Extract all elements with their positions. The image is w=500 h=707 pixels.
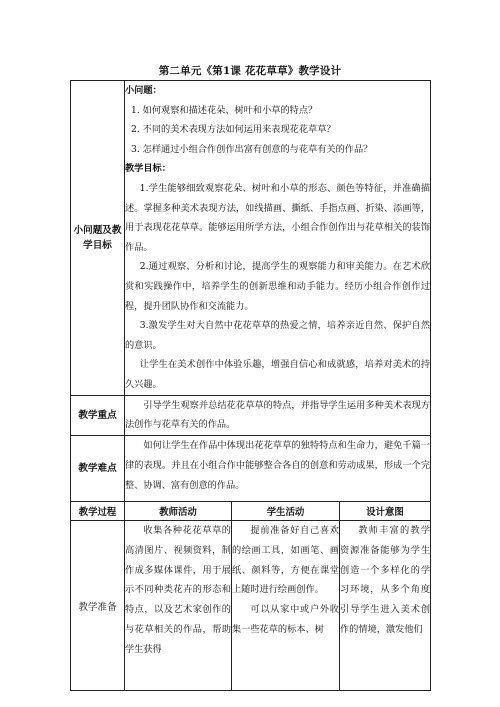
questions-goals-row xyxy=(71,81,431,396)
key-point-text: 引导学生观察并总结花花草草的特点，并指导学生运用多种美术表现方法创作与花草有关的作品。 xyxy=(125,395,431,436)
question-item: 1. 如何观察和描述花朵、树叶和小草的特点？ xyxy=(131,104,318,116)
prep-student-para: 提前准备好自己喜欢的绘画工具，如画笔、画纸、颜料等，方便在课堂上随时进行绘画创作。 xyxy=(232,525,339,596)
key-point-row xyxy=(71,395,431,436)
goal-item: 让学生在美术创作中体验乐趣，增强自信心和成就感，培养对美术的持久兴趣。 xyxy=(125,359,431,390)
questions-goals-content xyxy=(125,81,431,396)
goal-item: 1.学生能够细致观察花朵、树叶和小草的形态、颜色等特征，并准确描述。掌握多种美术表现方法，如线描画、撕纸、手指点画、折染、添画等，用于表现花花草草。能够运用所学方法，小组合作创作出与花草相关的装饰作品。 xyxy=(125,182,431,253)
questions-heading: 小问题： xyxy=(125,85,162,96)
process-header-col1: 教学过程 xyxy=(71,502,125,521)
document-title: 第二单元《第1课 花花草草》教学设计 xyxy=(158,65,342,77)
process-header-col3: 学生活动 xyxy=(232,502,340,521)
question-item: 2. 不同的美术表现方法如何运用来表现花花草草？ xyxy=(131,124,336,136)
prep-student-activity xyxy=(232,521,340,691)
difficulty-text: 如何让学生在作品中体现出花花草草的独特特点和生命力，避免千篇一律的表现。并且在小组合作中能够整合各自的创意和劳动成果，形成一个完整、协调、富有创意的作品。 xyxy=(125,436,431,502)
prep-teacher-activity: 收集各种花花草草的高清图片、视频资料，制作成多媒体课件，用于展示不同种类花卉的形态和特点，以及艺术家创作的与花草相关的作品，帮助学生获得 xyxy=(125,521,232,691)
difficulty-label: 教学难点 xyxy=(71,436,125,502)
prep-student-para: 可以从家中或户外收集一些花草的标本、树 xyxy=(232,604,339,636)
lesson-plan-table xyxy=(70,80,431,691)
question-item: 3. 怎样通过小组合作创作出富有创意的与花草有关的作品？ xyxy=(131,143,373,155)
process-header-col4: 设计意图 xyxy=(340,502,431,521)
questions-goals-label-text: 小问题及教学目标 xyxy=(73,224,122,251)
questions-goals-label xyxy=(71,81,125,396)
process-header-col2: 教师活动 xyxy=(125,502,232,521)
prep-label: 教学准备 xyxy=(71,521,125,691)
difficulty-row xyxy=(71,436,431,502)
process-header-row xyxy=(71,502,431,521)
goal-item: 2.通过观察、分析和讨论，提高学生的观察能力和审美能力。在艺术欣赏和实践操作中，培养学生的创新思维和动手能力。经历小组合作创作过程，提升团队协作和交流能力。 xyxy=(125,261,431,312)
goals-heading: 教学目标： xyxy=(125,163,171,175)
goal-item: 3.激发学生对大自然中花花草草的热爱之情，培养亲近自然、保护自然的意识。 xyxy=(125,320,431,351)
prep-row xyxy=(71,521,431,691)
prep-design-intent: 教师丰富的教学资源准备能够为学生创造一个多样化的学习环境，从多个角度引导学生进入美术创作的情境，激发他们 xyxy=(340,521,431,691)
key-point-label: 教学重点 xyxy=(71,395,125,436)
